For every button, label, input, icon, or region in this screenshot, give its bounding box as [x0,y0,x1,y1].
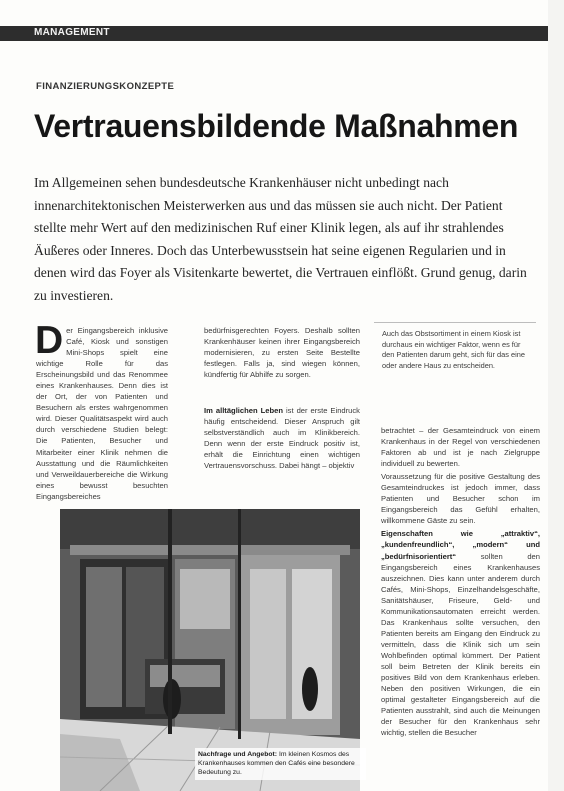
sidebar-note: Auch das Obstsortiment in einem Kiosk ist durchaus ein wichtiger Faktor, wenn es für den Patienten darum geht, sich für das eine oder andere Haus zu entscheiden. [382,329,525,370]
dropcap: D [35,319,64,362]
caption-lead: Nachfrage und Angebot: [198,751,278,758]
column-2-text: bedürfnisgerechten Foyers. Deshalb sollten Krankenhäuser keinen ihrer Eingangsbereich modernisieren, zu ersten Seite Bestellte festlegen. Falls ja, sind wiegen können, kündfertig für Abhilfe zu sorgen. [204,326,360,380]
article-intro: Im Allgemeinen sehen bundesdeutsche Krankenhäuser nicht unbedingt nach innenarchitektonischen Meisterwerken aus und das müssen sie auch nicht. Der Patient stellte mehr Wert auf den medizinischen Ruf einer Klinik legen, als auf ihr strahlendes Äußeres oder Inneres. Doch das Unterbewusstsein hat seine eigenen Regularien und in denen wird das Foyer als Visitenkarte bewertet, die Vertrauen einflößt. Grund genug, darin zu investieren. [34,175,527,303]
column-1-text: er Eingangsbereich inklusive Café, Kiosk und sonstigen Mini-Shops spielt eine wichtige Rolle für das Erscheinungsbild und das Renommee eines Krankenhauses. Denn dies ist der Ort, der von Patienten und Besuchern als erstes wahrgenommen wird. Dieser Qualitätsaspekt wird auch durch verschiedene Studien belegt: Die Patienten, Besucher und Mitarbeiter einer Klinik nehmen die Ausstattung und die Räumlichkeiten und Verweildauerbereiche die Wirkung eines bewusst besuchten Eingangsbereiches [36,326,168,501]
body-column-3 [381,425,540,740]
column-3-para-2: Voraussetzung für die positive Gestaltung des Gesamteindruckes ist jedoch immer, dass Patienten und Besucher schon im Eingangsbereich das Gefühl erhalten, willkommene Gäste zu sein. [381,472,540,526]
column-2-lead: Im alltäglichen Leben [204,406,283,415]
body-column-2-top [204,325,360,380]
sidebar-rule [374,322,536,323]
photo-caption [195,748,366,780]
column-3-para-3 [381,528,540,738]
article-title: Vertrauensbildende Maßnahmen [34,108,519,144]
body-column-2-bottom [204,405,360,471]
body-column-1 [35,319,168,502]
article-kicker: FINANZIERUNGSKONZEPTE [36,81,175,92]
column-3-rest: sollten den Eingangsbereich eines Krankenhauses auszeichnen. Dies kann unter anderem durch Cafés, Mini-Shops, Einzelhandelsgeschäfte, Sanitätshäuser, Friseure, Geld- und Kommunikationsautomaten erreicht werden. Das Krankenhaus sollte versuchen, den Patienten bereits am Eingang den Eindruck zu vermitteln, dass die Klinik sich um sein Wohlbefinden optimal kümmert. Der Patient soll beim Betreten der Klinik bereits ein positives Bild von dem Krankenhaus erleben. Neben den positiven Wirkungen, die ein optimal gestalteter Eingangsbereich auf die Patienten ausstrahlt, sind auch die Meinungen der Besucher für den Krankenhaus sehr wichtig, stellen die Besucher [381,551,540,738]
column-2-rest: ist der erste Eindruck häufig entscheidend. Dieser Anspruch gilt selbstverständlich auch im Klinikbereich. Denn wenn der erste Eindruck positiv ist, erhält die Einrichtung einen wichtigen Vertrauensvorschuss. Dabei hängt – objektiv [204,406,360,471]
section-header-bar [0,26,548,41]
column-3-lead: Eigenschaften wie „attraktiv“, „kundenfreundlich“, „modern“ und „bedürfnisorientiert“ [381,529,540,561]
column-3-para-1: betrachtet – der Gesamteindruck von einem Krankenhaus in der Regel von verschiedenen Faktoren ab und ist je nach Zielgruppe individuell zu bewerten. [381,426,540,469]
page-edge-shadow [548,0,564,791]
caption-text: Im kleinen Kosmos des Krankenhauses kommen den Cafés eine besondere Bedeutung zu. [198,751,355,777]
section-label: MANAGEMENT [34,27,110,38]
